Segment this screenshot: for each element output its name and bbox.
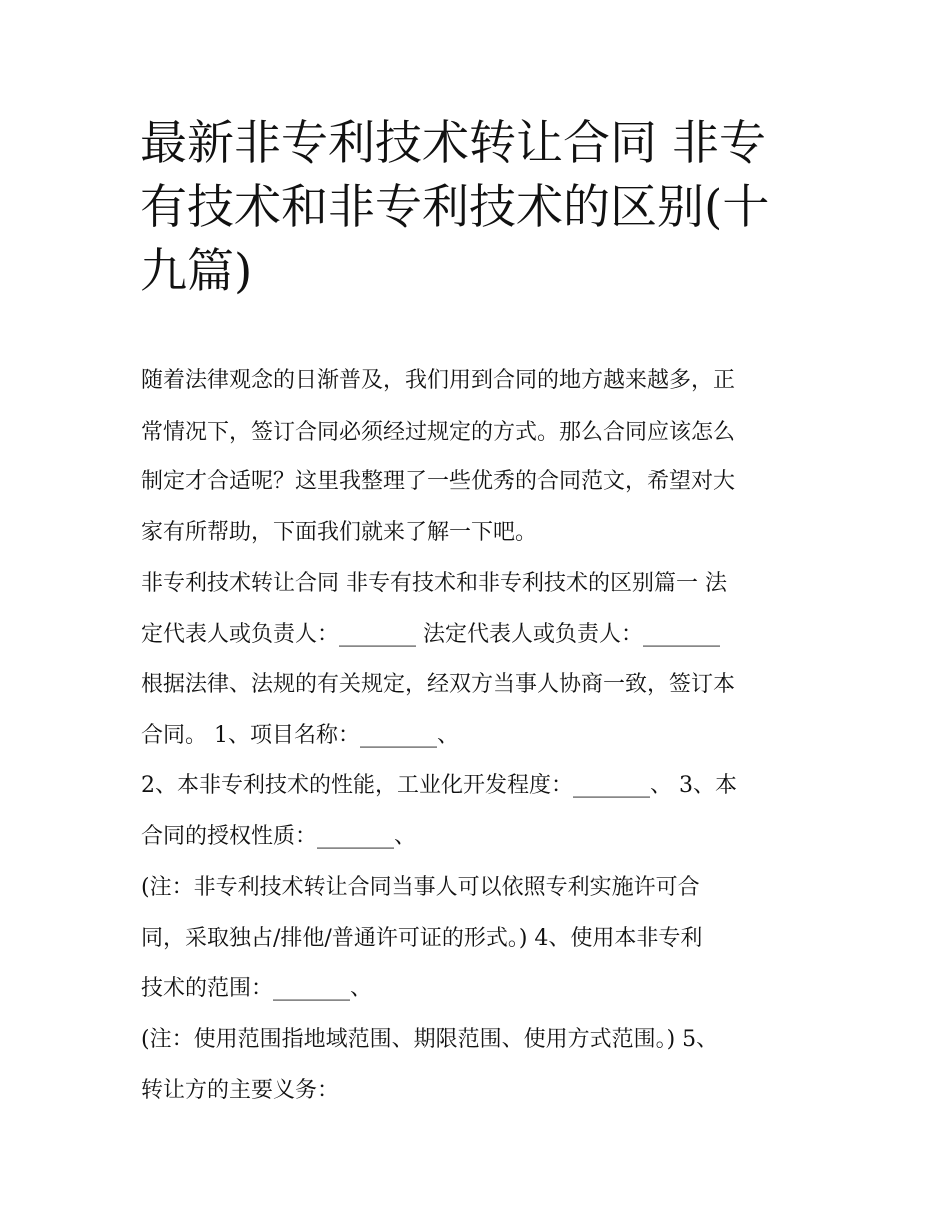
body-line: 2、本非专利技术的性能，工业化开发程度：_______、 3、本	[141, 773, 737, 798]
body-line: 根据法律、法规的有关规定，经双方当事人协商一致，签订本	[141, 672, 736, 697]
body-line: 合同。 1、项目名称：_______、	[141, 723, 459, 748]
body-line: (注：非专利技术转让合同当事人可以依照专利实施许可合	[141, 875, 700, 900]
body-line: 技术的范围：_______、	[141, 976, 373, 1001]
body-line: 合同的授权性质：_______、	[141, 824, 417, 849]
body-line: (注：使用范围指地域范围、期限范围、使用方式范围。) 5、	[141, 1027, 719, 1052]
body-line: 转让方的主要义务：	[141, 1078, 340, 1103]
title-line: 有技术和非专利技术的区别(十	[140, 180, 770, 235]
body-line: 随着法律观念的日渐普及，我们用到合同的地方越来越多，正	[141, 368, 736, 393]
body-line: 同，采取独占/排他/普通许可证的形式。) 4、使用本非专利	[141, 926, 703, 951]
body-line: 常情况下，签订合同必须经过规定的方式。那么合同应该怎么	[141, 420, 736, 445]
body-line: 非专利技术转让合同 非专有技术和非专利技术的区别篇一 法	[141, 571, 727, 596]
title-line: 九篇)	[140, 244, 253, 299]
body-line: 定代表人或负责人：_______ 法定代表人或负责人：_______	[141, 622, 720, 647]
title-line: 最新非专利技术转让合同 非专	[140, 116, 766, 171]
document-title	[140, 112, 840, 304]
body-line: 家有所帮助，下面我们就来了解一下吧。	[141, 520, 538, 545]
body-line: 制定才合适呢？这里我整理了一些优秀的合同范文，希望对大	[141, 469, 736, 494]
